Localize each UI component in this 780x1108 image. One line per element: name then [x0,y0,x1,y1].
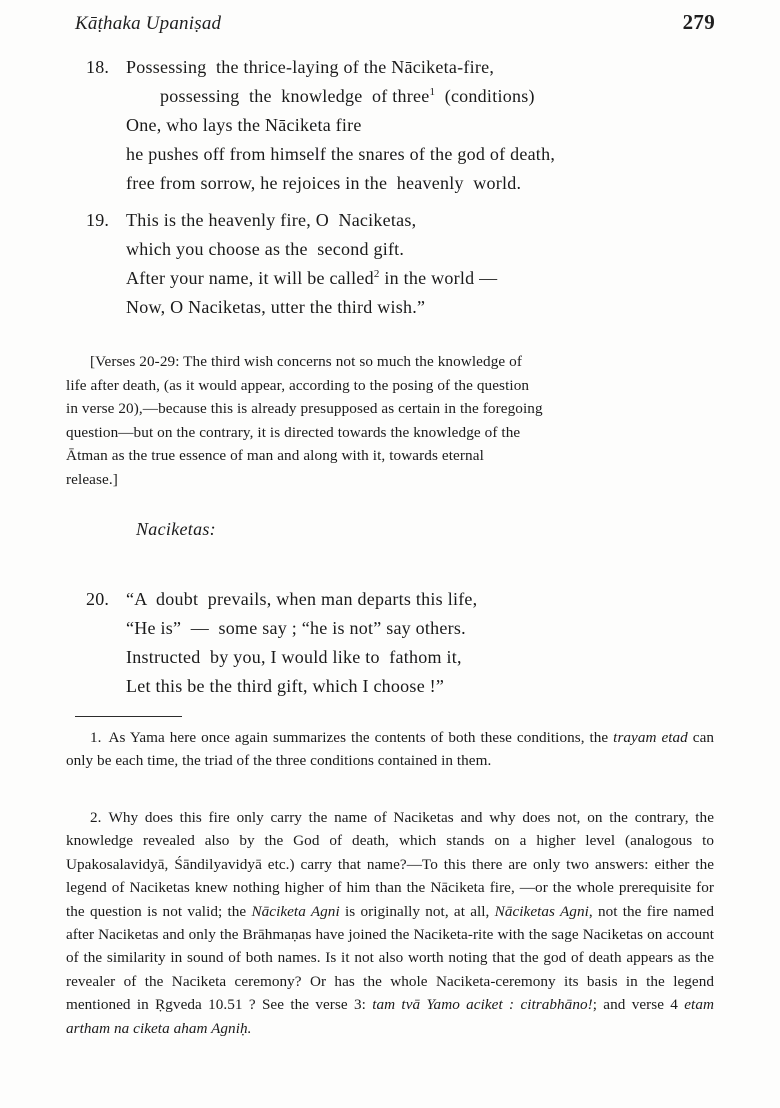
verse-block-18 [86,53,726,198]
commentary-line: Ātman as the true essence of man and along with it, towards eternal [66,447,484,465]
speaker-label: Naciketas: [136,519,216,539]
verse-line-text: possessing the knowledge of three [160,86,430,106]
footnote-text [66,726,714,773]
roman-run: , not the fire named after Naciketas and only the Brāhmaṇas have joined the Naciketa-rite with the sage Naciketas on account of the similarity in sound of both names. Is it not also worth noting that the god of death appears as the revealer of the Naciketa ceremony? Or has the whole Naciketa-ceremony its basis in the legend mentioned in Ṛgveda 10.51 ? See the verse 3: [66,902,714,1014]
verse-line: which you choose as the second gift. [126,239,405,259]
verse-lines [126,585,726,701]
verse-line: This is the heavenly fire, O Naciketas, [126,210,417,230]
footnote-1 [66,726,714,773]
verse-line: free from sorrow, he rejoices in the heavenly world. [126,173,522,193]
verse-block-19 [86,206,726,322]
verse-line: Now, O Naciketas, utter the third wish.” [126,297,426,317]
verse-line-tail: (conditions) [435,86,535,106]
italic-run: Nāciketa Agni [251,902,340,920]
italic-run: Nāciketas Agni [494,902,589,920]
verse-number: 20. [86,589,110,609]
running-head [75,10,715,35]
footnote-2 [66,806,714,1040]
verse-line-text: After your name, it will be called [126,268,374,288]
footnote-reference-2[interactable]: 2 [373,268,380,280]
roman-run: can only be each time, the triad of the three conditions contained in them. [66,729,714,770]
commentary-line: [Verses 20-29: The third wish concerns not so much the knowledge of [90,353,522,370]
commentary-line: life after death, (as it would appear, according to the posing of the question [66,376,530,394]
verse-number: 19. [86,210,110,230]
verse-line: “He is” — some say ; “he is not” say others. [126,618,466,638]
verse-line: he pushes off from himself the snares of the god of death, [126,144,556,164]
verse-line: Possessing the thrice-laying of the Nāciketa-fire, [126,57,495,77]
verse-line: Instructed by you, I would like to fathom it, [126,647,462,667]
verse-line-tail: in the world — [379,268,498,288]
verse-lines [126,53,726,198]
verse-lines [126,206,726,322]
footnote-body [66,729,714,769]
verse-line: “A doubt prevails, when man departs this life, [126,589,478,609]
roman-run: As Yama here once again summarizes the contents of both these conditions, the [108,729,614,746]
footnote-body [66,809,714,1037]
verse-number: 18. [86,57,110,77]
commentary-line: in verse 20),—because this is already presupposed as certain in the foregoing [66,400,543,418]
roman-run: ; and verse 4 [592,996,685,1014]
page-number: 279 [682,10,715,34]
footnote-separator [75,716,182,717]
verse-block-20 [86,585,726,701]
roman-run: Why does this fire only carry the name of Naciketas and why does not, on the contrary, the knowledge revealed also by the God of death, which stands on a higher level (analogous to Upakosalavidyā, Śāndilyavidyā etc.) carry that name?—To this there are only two answers: either the legend of Naciketas knew nothing higher of him than the Nāciketa fire, —or the whole prerequisite for the question is not valid; the [66,809,714,920]
italic-run: etam artham na ciketa aham Agniḥ. [66,996,714,1037]
italic-run: tam tvā Yamo aciket : citrabhāno! [372,996,593,1014]
verse-line: Let this be the third gift, which I choose !” [126,676,445,696]
footnote-number: 2. [90,809,102,826]
verse-line [126,82,726,111]
commentary-line: release.] [66,470,118,488]
commentary-line: question—but on the contrary, it is directed towards the knowledge of the [66,423,521,441]
page-title: Kāṭhaka Upaniṣad [75,13,222,34]
commentary-block [66,350,712,492]
italic-run: trayam etad [613,729,688,746]
footnote-reference-1[interactable]: 1 [429,86,436,98]
roman-run: is originally not, at all, [339,902,495,920]
footnote-text [66,806,714,1040]
verse-line [126,264,726,293]
footnote-number: 1. [90,729,102,746]
verse-line: One, who lays the Nāciketa fire [126,115,362,135]
